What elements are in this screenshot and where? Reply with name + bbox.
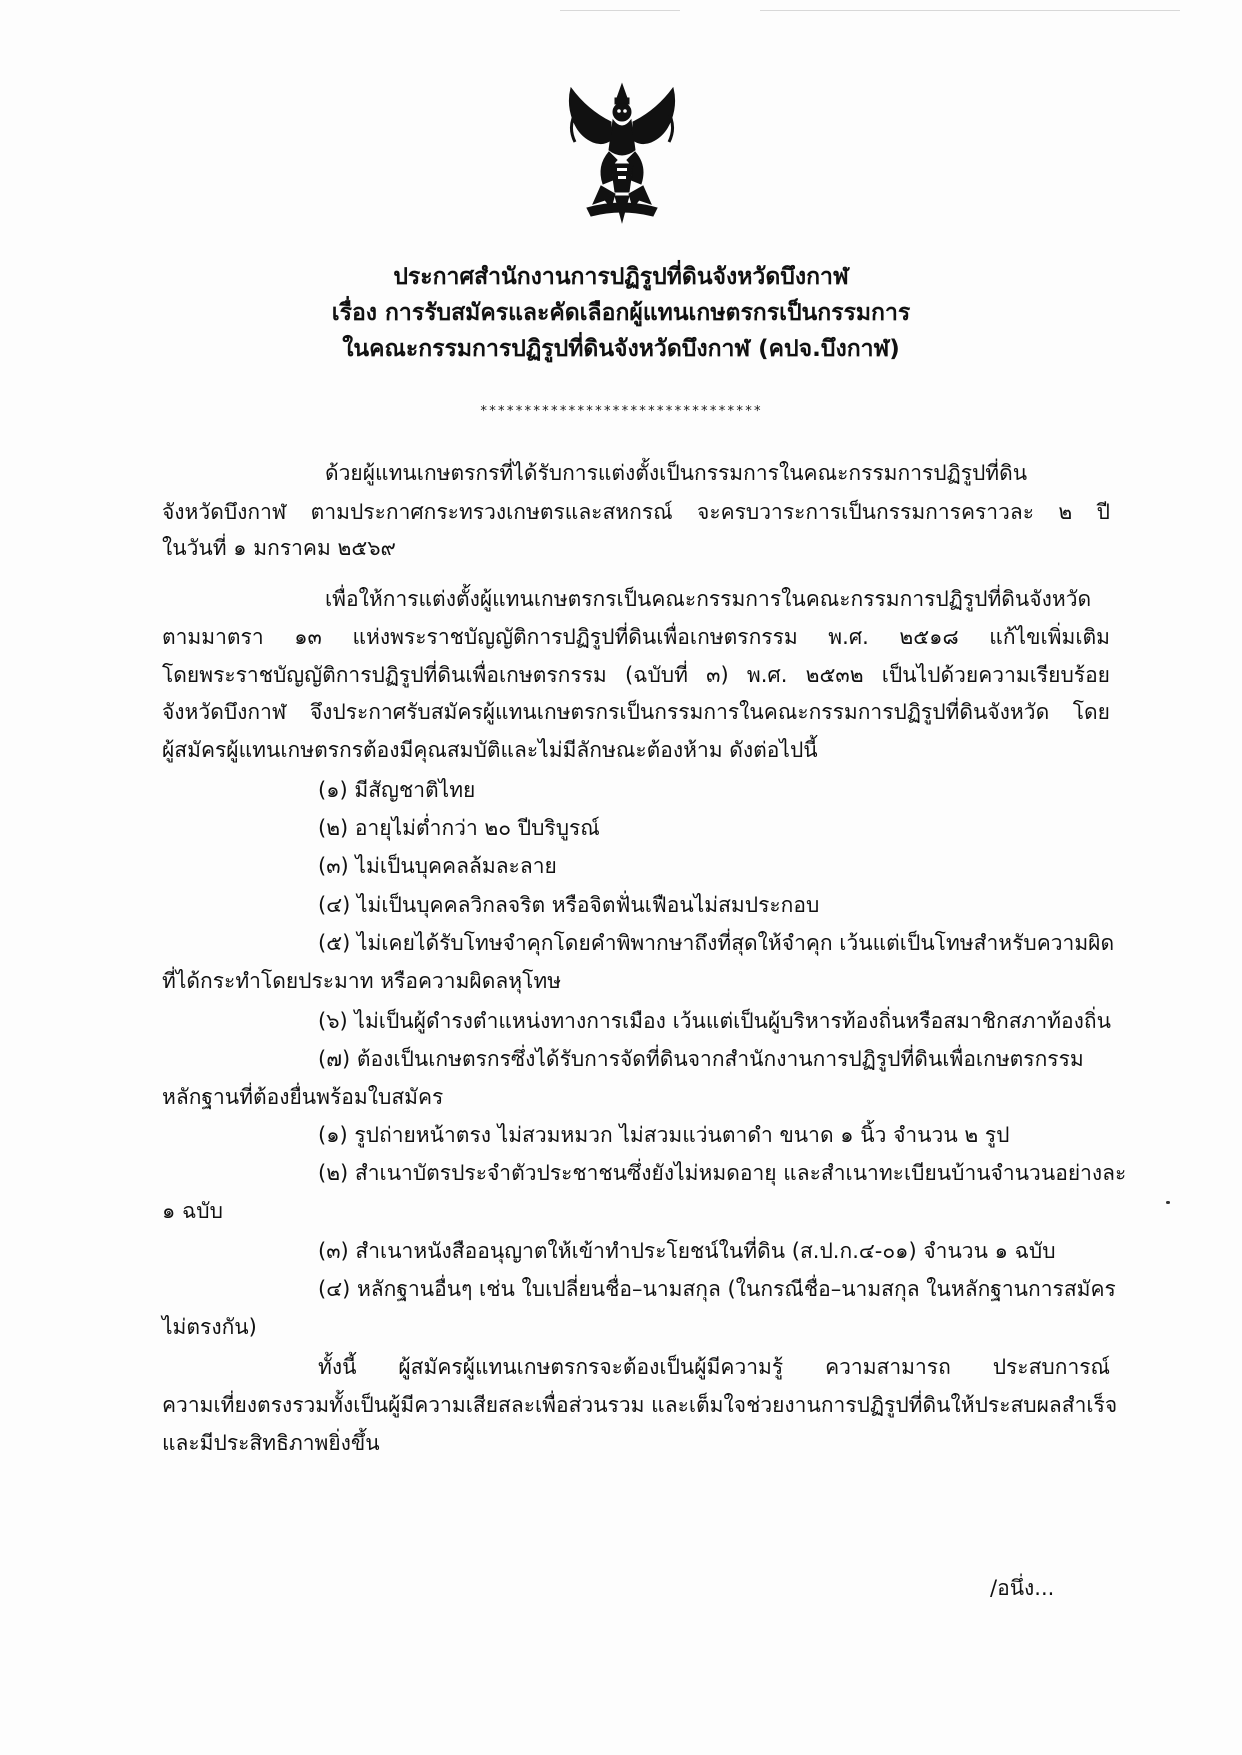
qualification-item-1: (๑) มีสัญชาติไทย xyxy=(318,778,476,802)
paragraph-2-line-4: จังหวัดบึงกาฬ จึงประกาศรับสมัครผู้แทนเกษตรกรเป็นกรรมการในคณะกรรมการปฏิรูปที่ดินจังหวัด โดย xyxy=(162,700,1110,724)
paragraph-1-line-1: ด้วยผู้แทนเกษตรกรที่ได้รับการแต่งตั้งเป็นกรรมการในคณะกรรมการปฏิรูปที่ดิน xyxy=(325,461,1028,485)
separator-asterisks: ******************************** xyxy=(479,404,763,419)
page-continuation: /อนึ่ง... xyxy=(990,1576,1055,1600)
paragraph-2-line-1: เพื่อให้การแต่งตั้งผู้แทนเกษตรกรเป็นคณะกรรมการในคณะกรรมการปฏิรูปที่ดินจังหวัด xyxy=(325,587,1092,611)
garuda-emblem xyxy=(557,80,687,230)
paragraph-3-line-3: และมีประสิทธิภาพยิ่งขึ้น xyxy=(162,1431,380,1455)
document-item-2-cont: ๑ ฉบับ xyxy=(162,1199,223,1223)
qualification-item-5: (๕) ไม่เคยได้รับโทษจำคุกโดยคำพิพากษาถึงที่สุดให้จำคุก เว้นแต่เป็นโทษสำหรับความผิด xyxy=(318,931,1115,955)
document-item-2: (๒) สำเนาบัตรประจำตัวประชาชนซึ่งยังไม่หมดอายุ และสำเนาทะเบียนบ้านจำนวนอย่างละ xyxy=(318,1161,1127,1185)
announcement-subject-line2: ในคณะกรรมการปฏิรูปที่ดินจังหวัดบึงกาฬ (คปจ.บึงกาฬ) xyxy=(342,336,900,362)
scan-artifact xyxy=(760,10,1180,11)
paragraph-2-line-5: ผู้สมัครผู้แทนเกษตรกรต้องมีคุณสมบัติและไม่มีลักษณะต้องห้าม ดังต่อไปนี้ xyxy=(162,738,818,762)
qualification-item-4: (๔) ไม่เป็นบุคคลวิกลจริต หรือจิตฟั่นเฟือนไม่สมประกอบ xyxy=(318,893,820,917)
qualification-item-7: (๗) ต้องเป็นเกษตรกรซึ่งได้รับการจัดที่ดินจากสำนักงานการปฏิรูปที่ดินเพื่อเกษตรกรรม xyxy=(318,1047,1084,1071)
qualification-item-5-cont: ที่ได้กระทำโดยประมาท หรือความผิดลหุโทษ xyxy=(162,969,562,993)
documents-heading: หลักฐานที่ต้องยื่นพร้อมใบสมัคร xyxy=(162,1085,444,1109)
announcement-title: ประกาศสำนักงานการปฏิรูปที่ดินจังหวัดบึงกาฬ xyxy=(393,264,849,290)
paragraph-2-line-2: ตามมาตรา ๑๓ แห่งพระราชบัญญัติการปฏิรูปที่ดินเพื่อเกษตรกรรม พ.ศ. ๒๕๑๘ แก้ไขเพิ่มเติม xyxy=(162,625,1110,649)
qualification-item-3: (๓) ไม่เป็นบุคคลล้มละลาย xyxy=(318,854,557,878)
document-item-4: (๔) หลักฐานอื่นๆ เช่น ใบเปลี่ยนชื่อ–นามสกุล (ในกรณีชื่อ–นามสกุล ในหลักฐานการสมัคร xyxy=(318,1277,1116,1301)
paragraph-3-line-2: ความเที่ยงตรงรวมทั้งเป็นผู้มีความเสียสละเพื่อส่วนรวม และเต็มใจช่วยงานการปฏิรูปที่ดินให้ประสบผลสำเร็จ xyxy=(162,1393,1118,1417)
qualification-item-6: (๖) ไม่เป็นผู้ดำรงตำแหน่งทางการเมือง เว้นแต่เป็นผู้บริหารท้องถิ่นหรือสมาชิกสภาท้องถิ่น xyxy=(318,1009,1111,1033)
announcement-subject: เรื่อง การรับสมัครและคัดเลือกผู้แทนเกษตรกรเป็นกรรมการ xyxy=(331,300,911,326)
qualification-item-2: (๒) อายุไม่ต่ำกว่า ๒๐ ปีบริบูรณ์ xyxy=(318,816,600,840)
scan-artifact xyxy=(560,10,680,11)
document-item-4-cont: ไม่ตรงกัน) xyxy=(162,1315,257,1339)
document-item-1: (๑) รูปถ่ายหน้าตรง ไม่สวมหมวก ไม่สวมแว่นตาดำ ขนาด ๑ นิ้ว จำนวน ๒ รูป xyxy=(318,1123,1010,1147)
document-item-3: (๓) สำเนาหนังสืออนุญาตให้เข้าทำประโยชน์ในที่ดิน (ส.ป.ก.๔-๐๑) จำนวน ๑ ฉบับ xyxy=(318,1239,1056,1263)
scan-speck xyxy=(1166,1201,1170,1204)
paragraph-1-line-2: จังหวัดบึงกาฬ ตามประกาศกระทรวงเกษตรและสหกรณ์ จะครบวาระการเป็นกรรมการคราวละ ๒ ปี xyxy=(162,500,1110,524)
paragraph-1-line-3: ในวันที่ ๑ มกราคม ๒๕๖๙ xyxy=(162,536,396,560)
paragraph-2-line-3: โดยพระราชบัญญัติการปฏิรูปที่ดินเพื่อเกษตรกรรม (ฉบับที่ ๓) พ.ศ. ๒๕๓๒ เป็นไปด้วยความเรียบร้อย xyxy=(162,663,1110,687)
paragraph-3-line-1: ทั้งนี้ ผู้สมัครผู้แทนเกษตรกรจะต้องเป็นผู้มีความรู้ ความสามารถ ประสบการณ์ xyxy=(318,1355,1110,1379)
